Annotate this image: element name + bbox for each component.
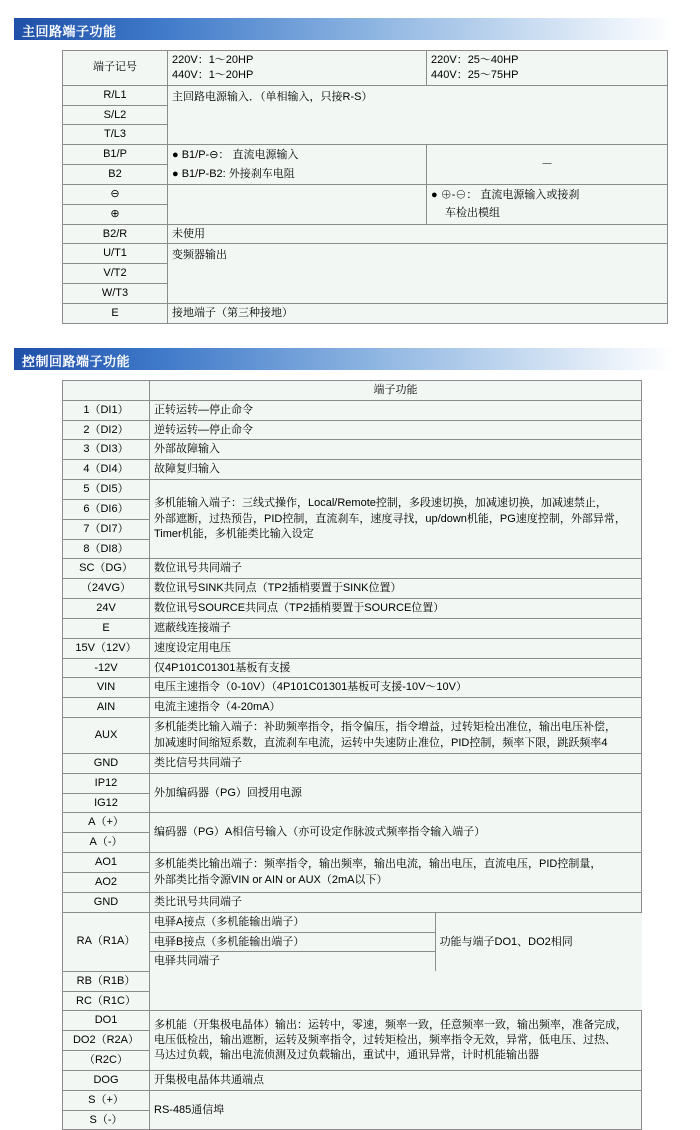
cell-code-sl2: S/L2 — [63, 105, 168, 125]
cell-empty-mid — [168, 184, 427, 224]
table-row — [63, 678, 642, 698]
cell-code-minus: ⊖ — [63, 184, 168, 204]
bullet-dc-input: ● B1/P-⊖： 直流电源输入 — [172, 148, 299, 161]
cell-code-di5: 5（DI5） — [63, 480, 150, 500]
table-row — [63, 618, 642, 638]
cell-fn-e2: 遮蔽线连接端子 — [150, 618, 642, 638]
cell-code-vt2: V/T2 — [63, 264, 168, 284]
cell-terminal-code-header: 端子记号 — [63, 51, 168, 86]
cell-fn-di4: 故障复归输入 — [150, 460, 642, 480]
cell-fn-24vg: 数位讯号SINK共同点（TP2插梢要置于SINK位置） — [150, 579, 642, 599]
cell-fn-di1: 正转运转—停止命令 — [150, 400, 642, 420]
cell-code-di3: 3（DI3） — [63, 440, 150, 460]
cell-code-b1p: B1/P — [63, 145, 168, 165]
cell-fn-di2: 逆转运转—停止命令 — [150, 420, 642, 440]
fn-line-1: 多机能输入端子：三线式操作，Local/Remote控制，多段速切换，加减速切换，加减速禁止， — [154, 497, 607, 510]
cell-fn-relay-note: 功能与端子DO1、DO2相同 — [439, 935, 573, 948]
cell-code-dog: DOG — [63, 1070, 150, 1090]
cell-code-vin: VIN — [63, 678, 150, 698]
cell-code-plus: ⊕ — [63, 204, 168, 224]
cell-code-minus12v: -12V — [63, 658, 150, 678]
cell-spacer-rc — [150, 991, 642, 1011]
cell-code-di7: 7（DI7） — [63, 519, 150, 539]
table-row — [63, 892, 642, 912]
table-row — [63, 912, 642, 971]
cell-code-aux: AUX — [63, 718, 150, 754]
cell-code-b2r: B2/R — [63, 224, 168, 244]
table-row — [63, 658, 642, 678]
table-row — [150, 913, 642, 932]
cell-fn-open-collector — [150, 1011, 642, 1071]
table-row — [63, 51, 668, 68]
cell-code-24v: 24V — [63, 599, 150, 619]
section-title-main-circuit: 主回路端子功能 — [22, 24, 117, 39]
cell-code-rb: RB（R1B） — [63, 971, 150, 991]
fn-line-3: Timer机能，多机能类比输入设定 — [154, 527, 314, 540]
cell-fn-pg-power: 外加编码器（PG）回授用电源 — [150, 773, 642, 813]
cell-inverter-output: 变频器输出 — [168, 244, 668, 304]
table-row — [63, 991, 642, 1011]
table-row — [63, 1090, 642, 1110]
cell-code-24vg: （24VG） — [63, 579, 150, 599]
cell-fn-vin: 电压主速指令（0-10V）（4P101C01301基板可支援-10V～10V） — [150, 678, 642, 698]
table-row — [63, 460, 642, 480]
document-page — [0, 18, 700, 1126]
table-row — [63, 184, 668, 204]
cell-fn-ra — [150, 912, 642, 971]
table-row — [63, 599, 642, 619]
cell-fn-multifunction-input — [150, 480, 642, 559]
cell-fn-di3: 外部故障输入 — [150, 440, 642, 460]
fn-aux-line-2: 加减速时间缩短系数，直流刹车电流，运转中失速防止准位，PID控制，频率下限，跳跃频率4 — [154, 736, 608, 749]
section-title-control-circuit: 控制回路端子功能 — [22, 353, 131, 369]
cell-fn-15v: 速度设定用电压 — [150, 638, 642, 658]
table-row — [63, 145, 668, 165]
table-row — [63, 440, 642, 460]
cell-fn-sc-dg: 数位讯号共同端子 — [150, 559, 642, 579]
cell-function-header: 端子功能 — [150, 380, 642, 400]
table-row — [63, 718, 642, 754]
relay-subtable — [150, 913, 642, 972]
fn-ao-line-2: 外部类比指令源VIN or AIN or AUX（2mA以下） — [154, 873, 388, 886]
cell-rating-1-line1: 220V：1～20HP — [168, 51, 427, 68]
cell-fn-analog-output — [150, 853, 642, 893]
cell-code-do1: DO1 — [63, 1011, 150, 1031]
cell-fn-24v: 数位讯号SOURCE共同点（TP2插梢要置于SOURCE位置） — [150, 599, 642, 619]
table-row — [63, 773, 642, 793]
cell-code-a-plus: A（+） — [63, 813, 150, 833]
table-row — [63, 480, 642, 500]
cell-main-power-input: 主回路电源输入．（单相输入，只接R-S） — [168, 85, 668, 145]
cell-code-di8: 8（DI8） — [63, 539, 150, 559]
table-row — [63, 638, 642, 658]
cell-code-ig12: IG12 — [63, 793, 150, 813]
cell-dash-1: － — [427, 145, 668, 185]
table-row — [63, 420, 642, 440]
cell-fn-gnd2: 类比讯号共同端子 — [150, 892, 642, 912]
cell-code-b2: B2 — [63, 165, 168, 185]
cell-code-ain: AIN — [63, 698, 150, 718]
cell-code-wt3: W/T3 — [63, 284, 168, 304]
cell-fn-rb-text: 电驿B接点（多机能输出端子） — [150, 932, 435, 952]
cell-code-di1: 1（DI1） — [63, 400, 150, 420]
section-header-control-circuit — [14, 348, 674, 370]
cell-code-di2: 2（DI2） — [63, 420, 150, 440]
table-row — [63, 244, 668, 264]
cell-rating-2-line1: 220V：25～40HP — [427, 51, 668, 68]
cell-dc-input-desc — [168, 145, 427, 185]
cell-fn-encoder-a: 编码器（PG）A相信号输入（亦可设定作脉波式频率指令输入端子） — [150, 813, 642, 853]
fn-aux-line-1: 多机能类比输入端子：补助频率指令，指令偏压，指令增益，过转矩检出准位，输出电压补偿， — [154, 721, 616, 734]
cell-code-gnd1: GND — [63, 753, 150, 773]
fn-do-line-2: 电压低检出，输出遮断，运转及频率指令，过转矩检出，频率指令无效，异常，低电压、过热、 — [154, 1033, 616, 1046]
table-row — [63, 1011, 642, 1031]
section-header-main-circuit — [14, 18, 674, 40]
cell-fn-ain: 电流主速指令（4-20mA） — [150, 698, 642, 718]
table-row — [63, 400, 642, 420]
table-row — [63, 853, 642, 873]
table-row — [63, 813, 642, 833]
table-row — [63, 559, 642, 579]
fn-ao-line-1: 多机能类比输出端子：频率指令，输出频率，输出电流，输出电压，直流电压，PID控制量， — [154, 858, 602, 871]
cell-rating-1-line2: 440V：1～20HP — [168, 68, 427, 85]
cell-code-s-plus: S（+） — [63, 1090, 150, 1110]
cell-code-15v: 15V（12V） — [63, 638, 150, 658]
cell-code-tl3: T/L3 — [63, 125, 168, 145]
cell-code-di6: 6（DI6） — [63, 499, 150, 519]
cell-code-do2: DO2（R2A） — [63, 1031, 150, 1051]
fn-line-2: 外部遮断，过热预告，PID控制，直流刹车，速度寻找，up/down机能，PG速度控制，外部异常， — [154, 512, 626, 525]
cell-code-a-minus: A（-） — [63, 833, 150, 853]
fn-do-line-1: 多机能（开集极电晶体）输出：运转中，零速，频率一致，任意频率一致，输出频率，准备完成， — [154, 1018, 627, 1031]
cell-spacer-rb — [150, 971, 642, 991]
cell-fn-rs485: RS-485通信埠 — [150, 1090, 642, 1130]
cell-code-r2c: （R2C） — [63, 1051, 150, 1071]
cell-ground-terminal: 接地端子（第三种接地） — [168, 303, 668, 323]
cell-rating-2-line2: 440V：25～75HP — [427, 68, 668, 85]
cell-fn-ra-text: 电驿A接点（多机能输出端子） — [150, 913, 435, 932]
cell-code-ip12: IP12 — [63, 773, 150, 793]
cell-code-e2: E — [63, 618, 150, 638]
cell-code-di4: 4（DI4） — [63, 460, 150, 480]
fn-do-line-3: 马达过负载，输出电流侦测及过负载输出，重试中，通讯异常，计时机能输出器 — [154, 1049, 539, 1062]
cell-fn-minus12v: 仅4P101C01301基板有支援 — [150, 658, 642, 678]
cell-code-ra: RA（R1A） — [63, 912, 150, 971]
cell-unused: 未使用 — [168, 224, 668, 244]
cell-dc-input-or-brake-2: 车检出模组 — [427, 204, 668, 224]
table-row — [63, 303, 668, 323]
table-row — [63, 971, 642, 991]
cell-fn-gnd1: 类比信号共同端子 — [150, 753, 642, 773]
main-circuit-table — [62, 50, 668, 324]
table-row — [63, 380, 642, 400]
cell-code-s-minus: S（-） — [63, 1110, 150, 1130]
cell-code-rl1: R/L1 — [63, 85, 168, 105]
cell-fn-aux — [150, 718, 642, 754]
cell-fn-rc-text: 电驿共同端子 — [150, 952, 435, 971]
cell-fn-dog: 开集极电晶体共通端点 — [150, 1070, 642, 1090]
table-row — [63, 753, 642, 773]
table-row — [63, 1070, 642, 1090]
table-row — [63, 85, 668, 105]
bullet-brake-resistor: ● B1/P-B2: 外接刹车电阻 — [172, 167, 295, 180]
cell-blank-header — [63, 380, 150, 400]
cell-code-e: E — [63, 303, 168, 323]
table-row — [63, 224, 668, 244]
cell-dc-input-or-brake-1: ● ⊕-⊖： 直流电源输入或接刹 — [427, 184, 668, 204]
cell-code-sc-dg: SC（DG） — [63, 559, 150, 579]
table-row — [63, 698, 642, 718]
table-row — [63, 579, 642, 599]
cell-code-ao2: AO2 — [63, 873, 150, 893]
control-circuit-table — [62, 380, 642, 1130]
cell-code-gnd2: GND — [63, 892, 150, 912]
cell-code-ut1: U/T1 — [63, 244, 168, 264]
cell-code-rc: RC（R1C） — [63, 991, 150, 1011]
cell-code-ao1: AO1 — [63, 853, 150, 873]
